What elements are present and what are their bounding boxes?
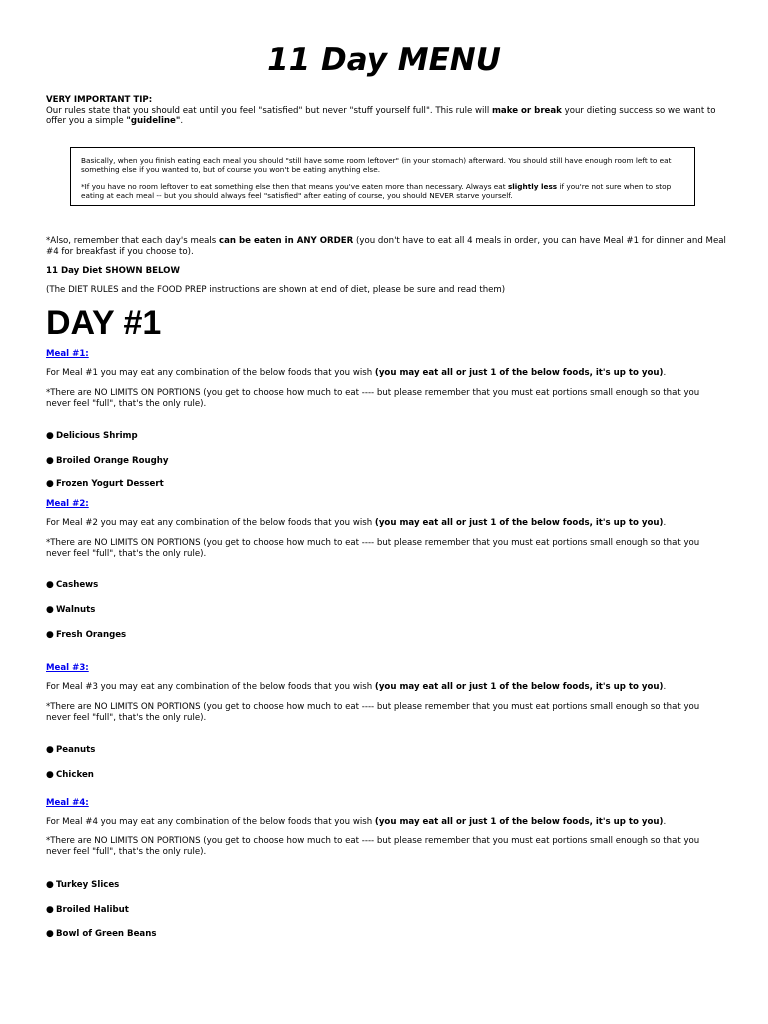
meal-2-limits: *There are NO LIMITS ON PORTIONS (you get to choose how much to eat ---- but please remember that you must eat portions small enough so that you never feel "full", that's the only rule). bbox=[46, 538, 700, 559]
meal-4-limits: *There are NO LIMITS ON PORTIONS (you get to choose how much to eat ---- but please remember that you must eat portions small enough so that you never feel "full", that's the only rule). bbox=[46, 836, 700, 857]
tip-section bbox=[46, 95, 726, 127]
list-item bbox=[46, 580, 98, 591]
meal-1-intro bbox=[46, 368, 726, 379]
bullet-icon: ● bbox=[46, 630, 54, 640]
tip-text-part: your dieting success so we want to offer you a simple bbox=[46, 105, 716, 126]
list-item-label: Bowl of Green Beans bbox=[56, 929, 157, 939]
diet-shown-heading: 11 Day Diet SHOWN BELOW bbox=[46, 266, 180, 276]
box-paragraph-1: Basically, when you finish eating each meal you should "still have some room leftover" (in your stomach) afterward. You should still have enough room left to eat something else if you wanted to, but of course you won't be eating anything else. bbox=[81, 156, 672, 174]
list-item bbox=[46, 431, 138, 442]
meal-1-link[interactable]: Meal #1: bbox=[46, 349, 89, 359]
list-item bbox=[46, 479, 164, 490]
meal-intro-text: For Meal #3 you may eat any combination of the below foods that you wish bbox=[46, 682, 375, 692]
meal-3-intro bbox=[46, 682, 726, 693]
list-item-label: Chicken bbox=[56, 770, 94, 780]
meal-4-link[interactable]: Meal #4: bbox=[46, 798, 89, 808]
bullet-icon: ● bbox=[46, 605, 54, 615]
list-item bbox=[46, 905, 129, 916]
meal-intro-text: For Meal #1 you may eat any combination of the below foods that you wish bbox=[46, 368, 375, 378]
bullet-icon: ● bbox=[46, 431, 54, 441]
order-note-part: *Also, remember that each day's meals bbox=[46, 236, 219, 246]
box-text-part: if you're not sure when to stop eating at each meal -- but you should always feel "satisfied" after eating of course, you should NEVER starve yourself. bbox=[81, 182, 672, 200]
bullet-icon: ● bbox=[46, 580, 54, 590]
bullet-icon: ● bbox=[46, 745, 54, 755]
meal-1-limits: *There are NO LIMITS ON PORTIONS (you get to choose how much to eat ---- but please remember that you must eat portions small enough so that you never feel "full", that's the only rule). bbox=[46, 388, 700, 409]
list-item bbox=[46, 770, 94, 781]
list-item-label: Broiled Halibut bbox=[56, 905, 129, 915]
order-note-bold: can be eaten in ANY ORDER bbox=[218, 236, 354, 246]
meal-intro-end: . bbox=[663, 518, 667, 528]
order-note-part: (you don't have to eat all 4 meals in order, you can have Meal #1 for dinner and Meal #4 for breakfast if you choose to). bbox=[46, 236, 726, 257]
list-item bbox=[46, 630, 126, 641]
tip-bold-make-or-break: make or break bbox=[491, 105, 562, 116]
rules-note: (The DIET RULES and the FOOD PREP instructions are shown at end of diet, please be sure and read them) bbox=[46, 285, 506, 295]
box-text-part: *If you have no room leftover to eat something else then that means you've eaten more than necessary. Always eat bbox=[81, 182, 508, 191]
tip-text-part: Our rules state that you should eat until you feel "satisfied" but never "stuff yourself full". This rule will bbox=[46, 105, 492, 116]
list-item bbox=[46, 456, 169, 467]
meal-intro-bold: (you may eat all or just 1 of the below foods, it's up to you) bbox=[374, 817, 664, 827]
meal-intro-end: . bbox=[663, 368, 667, 378]
meal-intro-end: . bbox=[663, 682, 667, 692]
meal-intro-bold: (you may eat all or just 1 of the below foods, it's up to you) bbox=[374, 368, 664, 378]
list-item bbox=[46, 745, 95, 756]
meal-intro-text: For Meal #4 you may eat any combination of the below foods that you wish bbox=[46, 817, 375, 827]
list-item-label: Cashews bbox=[56, 580, 99, 590]
list-item-label: Walnuts bbox=[56, 605, 96, 615]
tip-text-part: . bbox=[180, 116, 184, 126]
meal-4-intro bbox=[46, 817, 726, 828]
bullet-icon: ● bbox=[46, 905, 54, 915]
list-item-label: Frozen Yogurt Dessert bbox=[56, 479, 164, 489]
bullet-icon: ● bbox=[46, 880, 54, 890]
guideline-box bbox=[70, 147, 695, 206]
meal-2-link[interactable]: Meal #2: bbox=[46, 499, 89, 509]
meal-intro-bold: (you may eat all or just 1 of the below foods, it's up to you) bbox=[374, 518, 664, 528]
list-item-label: Broiled Orange Roughy bbox=[56, 456, 169, 466]
list-item bbox=[46, 929, 156, 940]
box-bold-slightly-less: slightly less bbox=[507, 182, 558, 191]
meal-3-limits: *There are NO LIMITS ON PORTIONS (you get to choose how much to eat ---- but please remember that you must eat portions small enough so that you never feel "full", that's the only rule). bbox=[46, 702, 700, 723]
list-item bbox=[46, 880, 119, 891]
bullet-icon: ● bbox=[46, 456, 54, 466]
list-item-label: Fresh Oranges bbox=[56, 630, 127, 640]
bullet-icon: ● bbox=[46, 479, 54, 489]
tip-heading: VERY IMPORTANT TIP: bbox=[46, 95, 153, 105]
list-item bbox=[46, 605, 95, 616]
bullet-icon: ● bbox=[46, 770, 54, 780]
day-heading: DAY #1 bbox=[46, 304, 162, 342]
meal-3-link[interactable]: Meal #3: bbox=[46, 663, 89, 673]
meal-intro-end: . bbox=[663, 817, 667, 827]
tip-bold-guideline: "guideline" bbox=[126, 116, 181, 126]
bullet-icon: ● bbox=[46, 929, 54, 939]
list-item-label: Delicious Shrimp bbox=[56, 431, 138, 441]
list-item-label: Peanuts bbox=[56, 745, 96, 755]
page-title: 11 Day MENU bbox=[267, 42, 501, 78]
tip-text bbox=[46, 106, 726, 127]
order-note bbox=[46, 236, 726, 257]
meal-intro-bold: (you may eat all or just 1 of the below foods, it's up to you) bbox=[374, 682, 664, 692]
box-paragraph-2 bbox=[81, 182, 681, 200]
list-item-label: Turkey Slices bbox=[56, 880, 120, 890]
meal-2-intro bbox=[46, 518, 726, 529]
meal-intro-text: For Meal #2 you may eat any combination of the below foods that you wish bbox=[46, 518, 375, 528]
